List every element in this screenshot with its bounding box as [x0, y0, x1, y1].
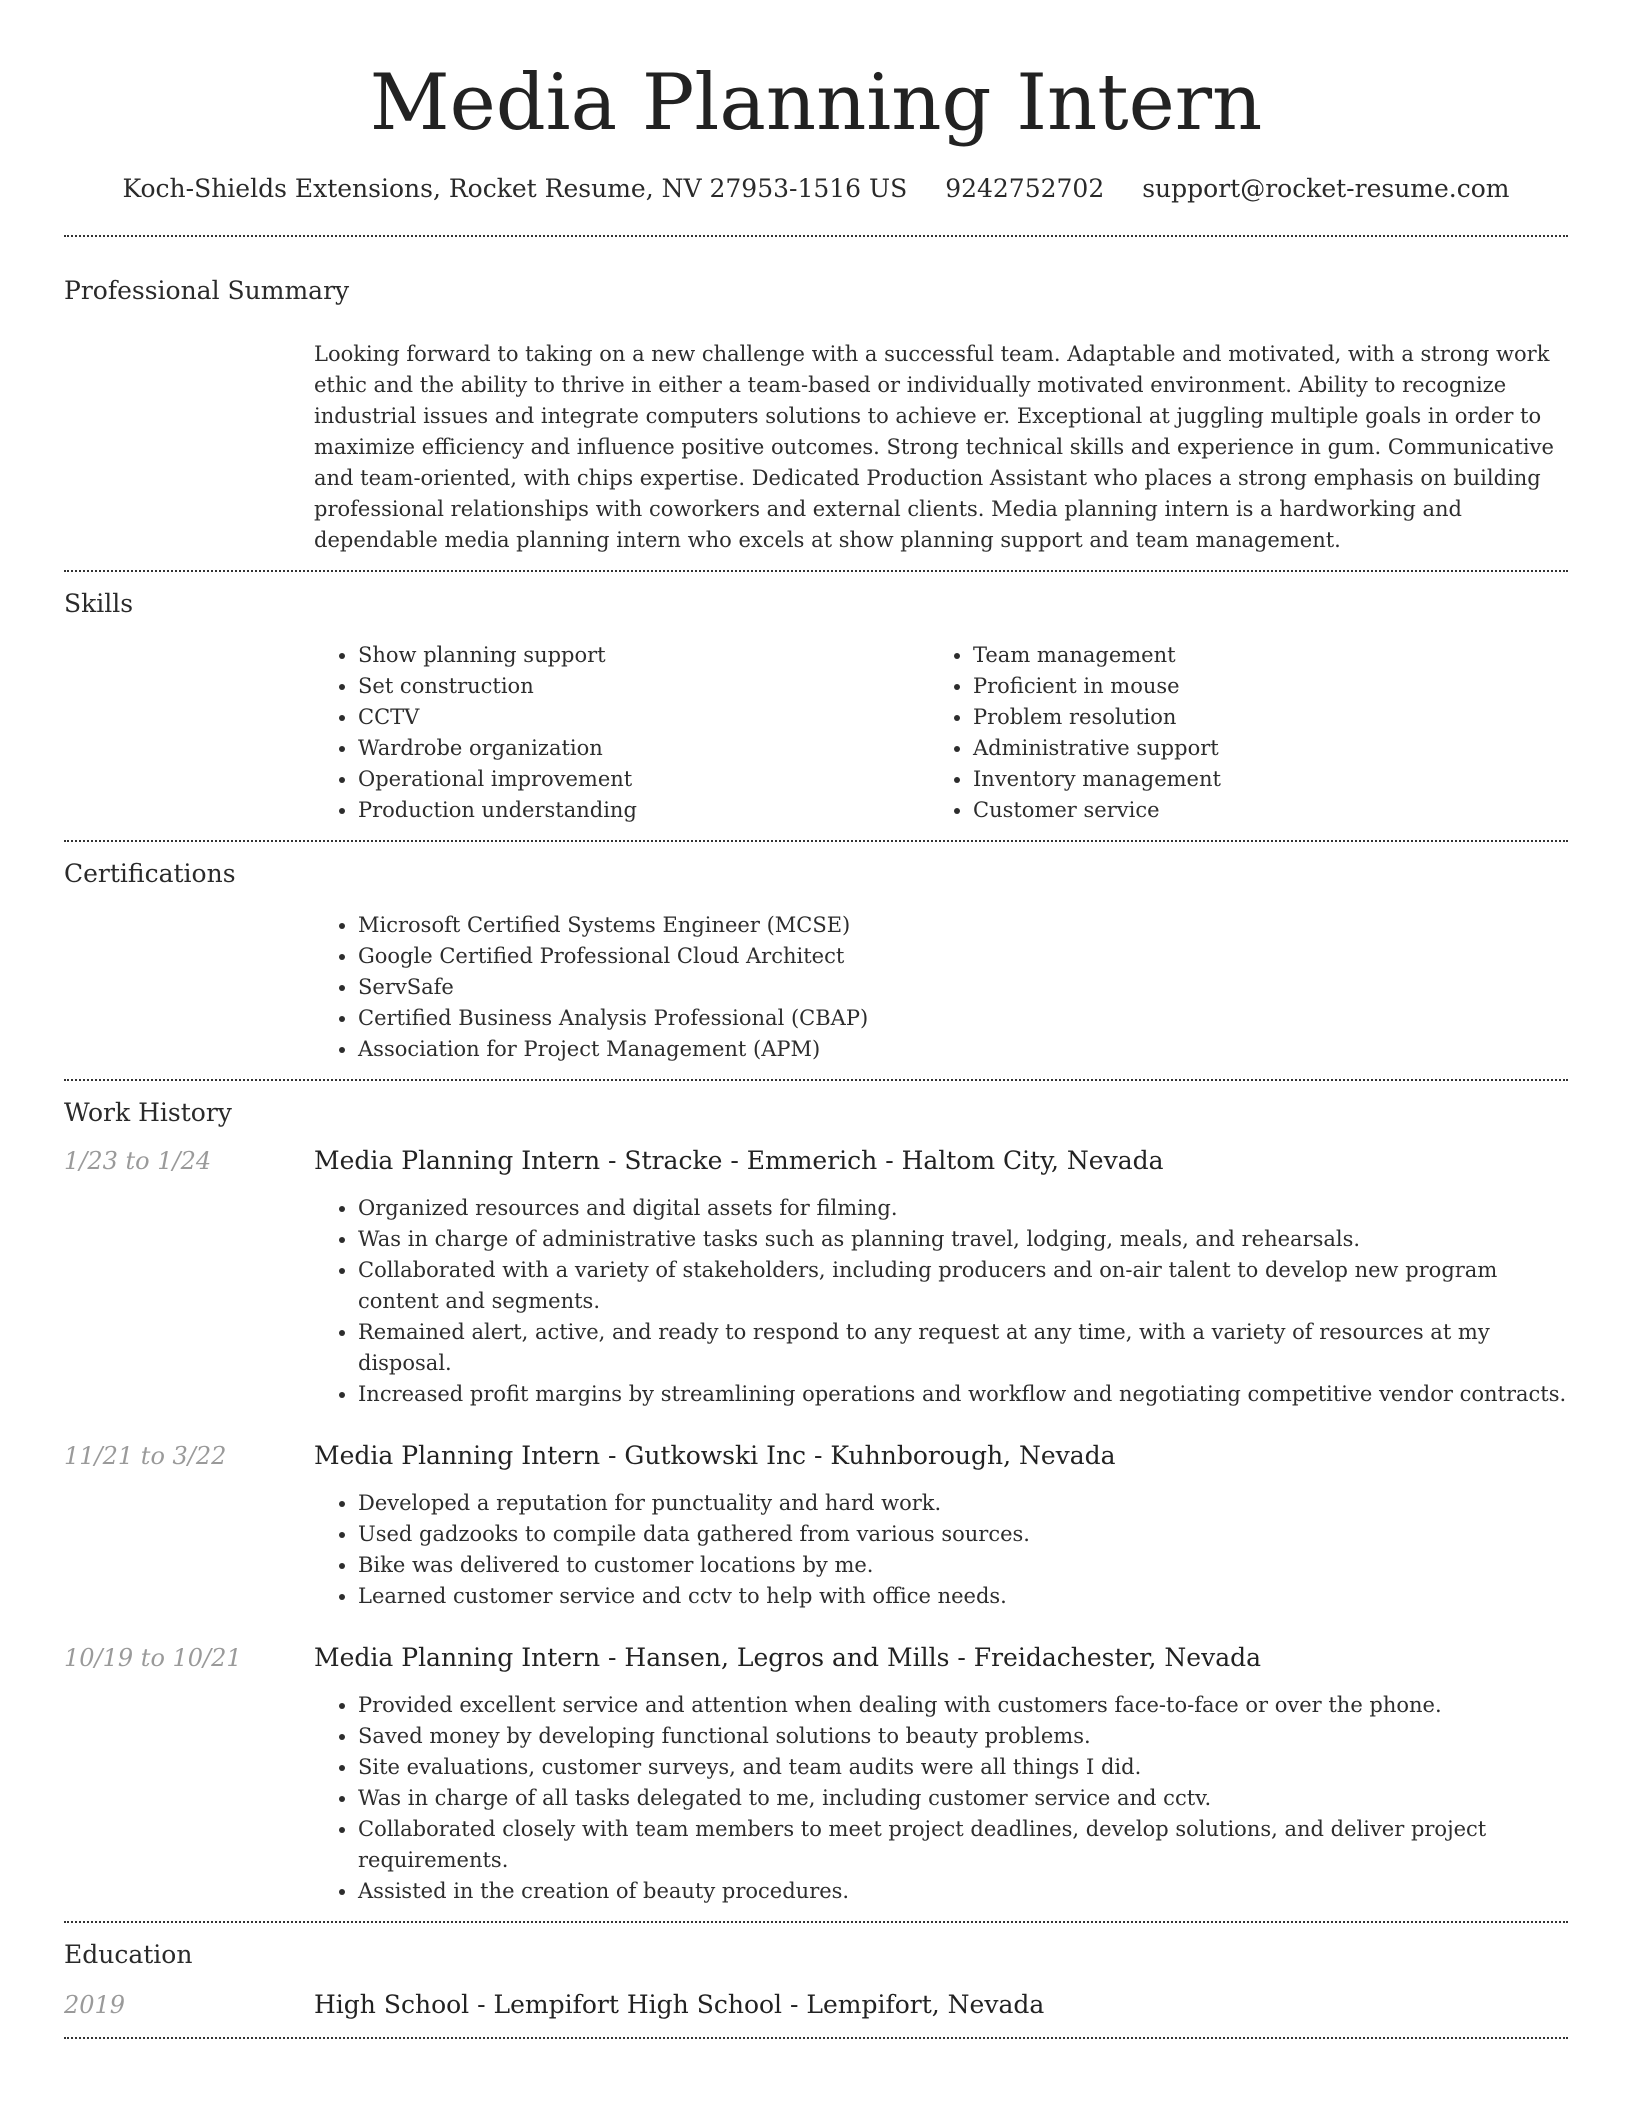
- certification-item: • Association for Project Management (APM): [358, 1034, 1568, 1065]
- summary-heading: Professional Summary: [64, 276, 350, 305]
- resume-page: [64, 0, 1568, 2039]
- certification-item: • Certified Business Analysis Professional (CBAP): [358, 1003, 1568, 1034]
- contact-phone: 9242752702: [945, 174, 1105, 203]
- job-bullets: [314, 1690, 1568, 1907]
- job-entry: [64, 1438, 1568, 1612]
- job-bullet: • Bike was delivered to customer locations by me.: [358, 1550, 1568, 1581]
- job-bullet: • Used gadzooks to compile data gathered from various sources.: [358, 1519, 1568, 1550]
- skill-item: • Operational improvement: [358, 764, 929, 795]
- job-bullets: [314, 1193, 1568, 1410]
- job-bullet: • Was in charge of all tasks delegated to me, including customer service and cctv.: [358, 1783, 1568, 1814]
- certification-item: • ServSafe: [358, 972, 1568, 1003]
- skills-column-left: [314, 640, 929, 826]
- job-bullet: • Saved money by developing functional solutions to beauty problems.: [358, 1721, 1568, 1752]
- summary-body: [314, 339, 1568, 556]
- skill-item: • Production understanding: [358, 795, 929, 826]
- skills-grid: [314, 640, 1568, 826]
- certification-item: • Google Certified Professional Cloud Architect: [358, 941, 1568, 972]
- skills-list-right: [929, 640, 1544, 826]
- job-title: Media Planning Intern - Hansen, Legros and Mills - Freidachester, Nevada: [314, 1643, 1262, 1672]
- work-section: [64, 1081, 1568, 1921]
- skill-item: • CCTV: [358, 702, 929, 733]
- education-section: [64, 1923, 1568, 2037]
- skill-item: • Wardrobe organization: [358, 733, 929, 764]
- job-bullet: • Site evaluations, customer surveys, and team audits were all things I did.: [358, 1752, 1568, 1783]
- education-date: 2019: [64, 1991, 126, 2019]
- contact-address: Koch-Shields Extensions, Rocket Resume, NV 27953-1516 US: [122, 174, 908, 203]
- job-title: Media Planning Intern - Stracke - Emmerich - Haltom City, Nevada: [314, 1146, 1164, 1175]
- work-heading: Work History: [64, 1098, 232, 1127]
- job-bullet: • Organized resources and digital assets for filming.: [358, 1193, 1568, 1224]
- job-bullet: • Developed a reputation for punctuality and hard work.: [358, 1488, 1568, 1519]
- education-main: [314, 1987, 1568, 2023]
- work-list: [64, 1143, 1568, 1907]
- skills-list-left: [314, 640, 929, 826]
- job-bullet: • Remained alert, active, and ready to respond to any request at any time, with a variety of resources at my disposal.: [358, 1317, 1568, 1379]
- job-bullet: • Provided excellent service and attention when dealing with customers face-to-face or over the phone.: [358, 1690, 1568, 1721]
- job-entry: [64, 1640, 1568, 1907]
- education-list: [64, 1987, 1568, 2023]
- skill-item: • Proficient in mouse: [973, 671, 1544, 702]
- certifications-heading: Certifications: [64, 859, 236, 888]
- job-main: [314, 1640, 1568, 1907]
- certifications-list: [314, 910, 1568, 1065]
- skills-section: [64, 572, 1568, 840]
- job-bullet: • Assisted in the creation of beauty procedures.: [358, 1876, 1568, 1907]
- job-main: [314, 1143, 1568, 1410]
- summary-text: Looking forward to taking on a new challenge with a successful team. Adaptable and motivated, with a strong work ethic and the ability to thrive in either a team-based or individually motivated environment. Ability to recognize industrial issues and integrate computers solutions to achieve er. Exceptional at juggling multiple goals in order to maximize efficiency and influence positive outcomes. Strong technical skills and experience in gum. Communicative and team-oriented, with chips expertise. Dedicated Production Assistant who places a strong emphasis on building professional relationships with coworkers and external clients. Media planning intern is a hardworking and dependable media planning intern who excels at show planning support and team management.: [314, 342, 1554, 552]
- job-dates: 10/19 to 10/21: [64, 1644, 242, 1672]
- education-title: High School - Lempifort High School - Lempifort, Nevada: [314, 1990, 1045, 2019]
- resume-name: Media Planning Intern: [369, 58, 1263, 148]
- job-bullets: [314, 1488, 1568, 1612]
- job-dates: 1/23 to 1/24: [64, 1147, 212, 1175]
- job-bullet: • Learned customer service and cctv to help with office needs.: [358, 1581, 1568, 1612]
- summary-section: [64, 237, 1568, 570]
- skill-item: • Inventory management: [973, 764, 1544, 795]
- skill-item: • Set construction: [358, 671, 929, 702]
- contact-line: [64, 171, 1568, 207]
- job-dates: 11/21 to 3/22: [64, 1442, 227, 1470]
- skills-heading: Skills: [64, 589, 134, 618]
- job-bullet: • Was in charge of administrative tasks such as planning travel, lodging, meals, and rehearsals.: [358, 1224, 1568, 1255]
- job-bullet: • Collaborated with a variety of stakeholders, including producers and on-air talent to develop new program content and segments.: [358, 1255, 1568, 1317]
- skill-item: • Customer service: [973, 795, 1544, 826]
- skill-item: • Problem resolution: [973, 702, 1544, 733]
- education-heading: Education: [64, 1940, 193, 1969]
- contact-email: support@rocket-resume.com: [1142, 174, 1510, 203]
- job-title: Media Planning Intern - Gutkowski Inc - Kuhnborough, Nevada: [314, 1441, 1116, 1470]
- certification-item: • Microsoft Certified Systems Engineer (MCSE): [358, 910, 1568, 941]
- job-bullet: • Collaborated closely with team members to meet project deadlines, develop solutions, and deliver project requirements.: [358, 1814, 1568, 1876]
- job-bullet: • Increased profit margins by streamlining operations and workflow and negotiating competitive vendor contracts.: [358, 1379, 1568, 1410]
- job-entry: [64, 1143, 1568, 1410]
- skill-item: • Show planning support: [358, 640, 929, 671]
- skill-item: • Team management: [973, 640, 1544, 671]
- skill-item: • Administrative support: [973, 733, 1544, 764]
- certifications-body: [314, 910, 1568, 1065]
- job-main: [314, 1438, 1568, 1612]
- education-divider: [64, 2037, 1568, 2039]
- certifications-section: [64, 842, 1568, 1079]
- skills-column-right: [929, 640, 1544, 826]
- education-entry: [64, 1987, 1568, 2023]
